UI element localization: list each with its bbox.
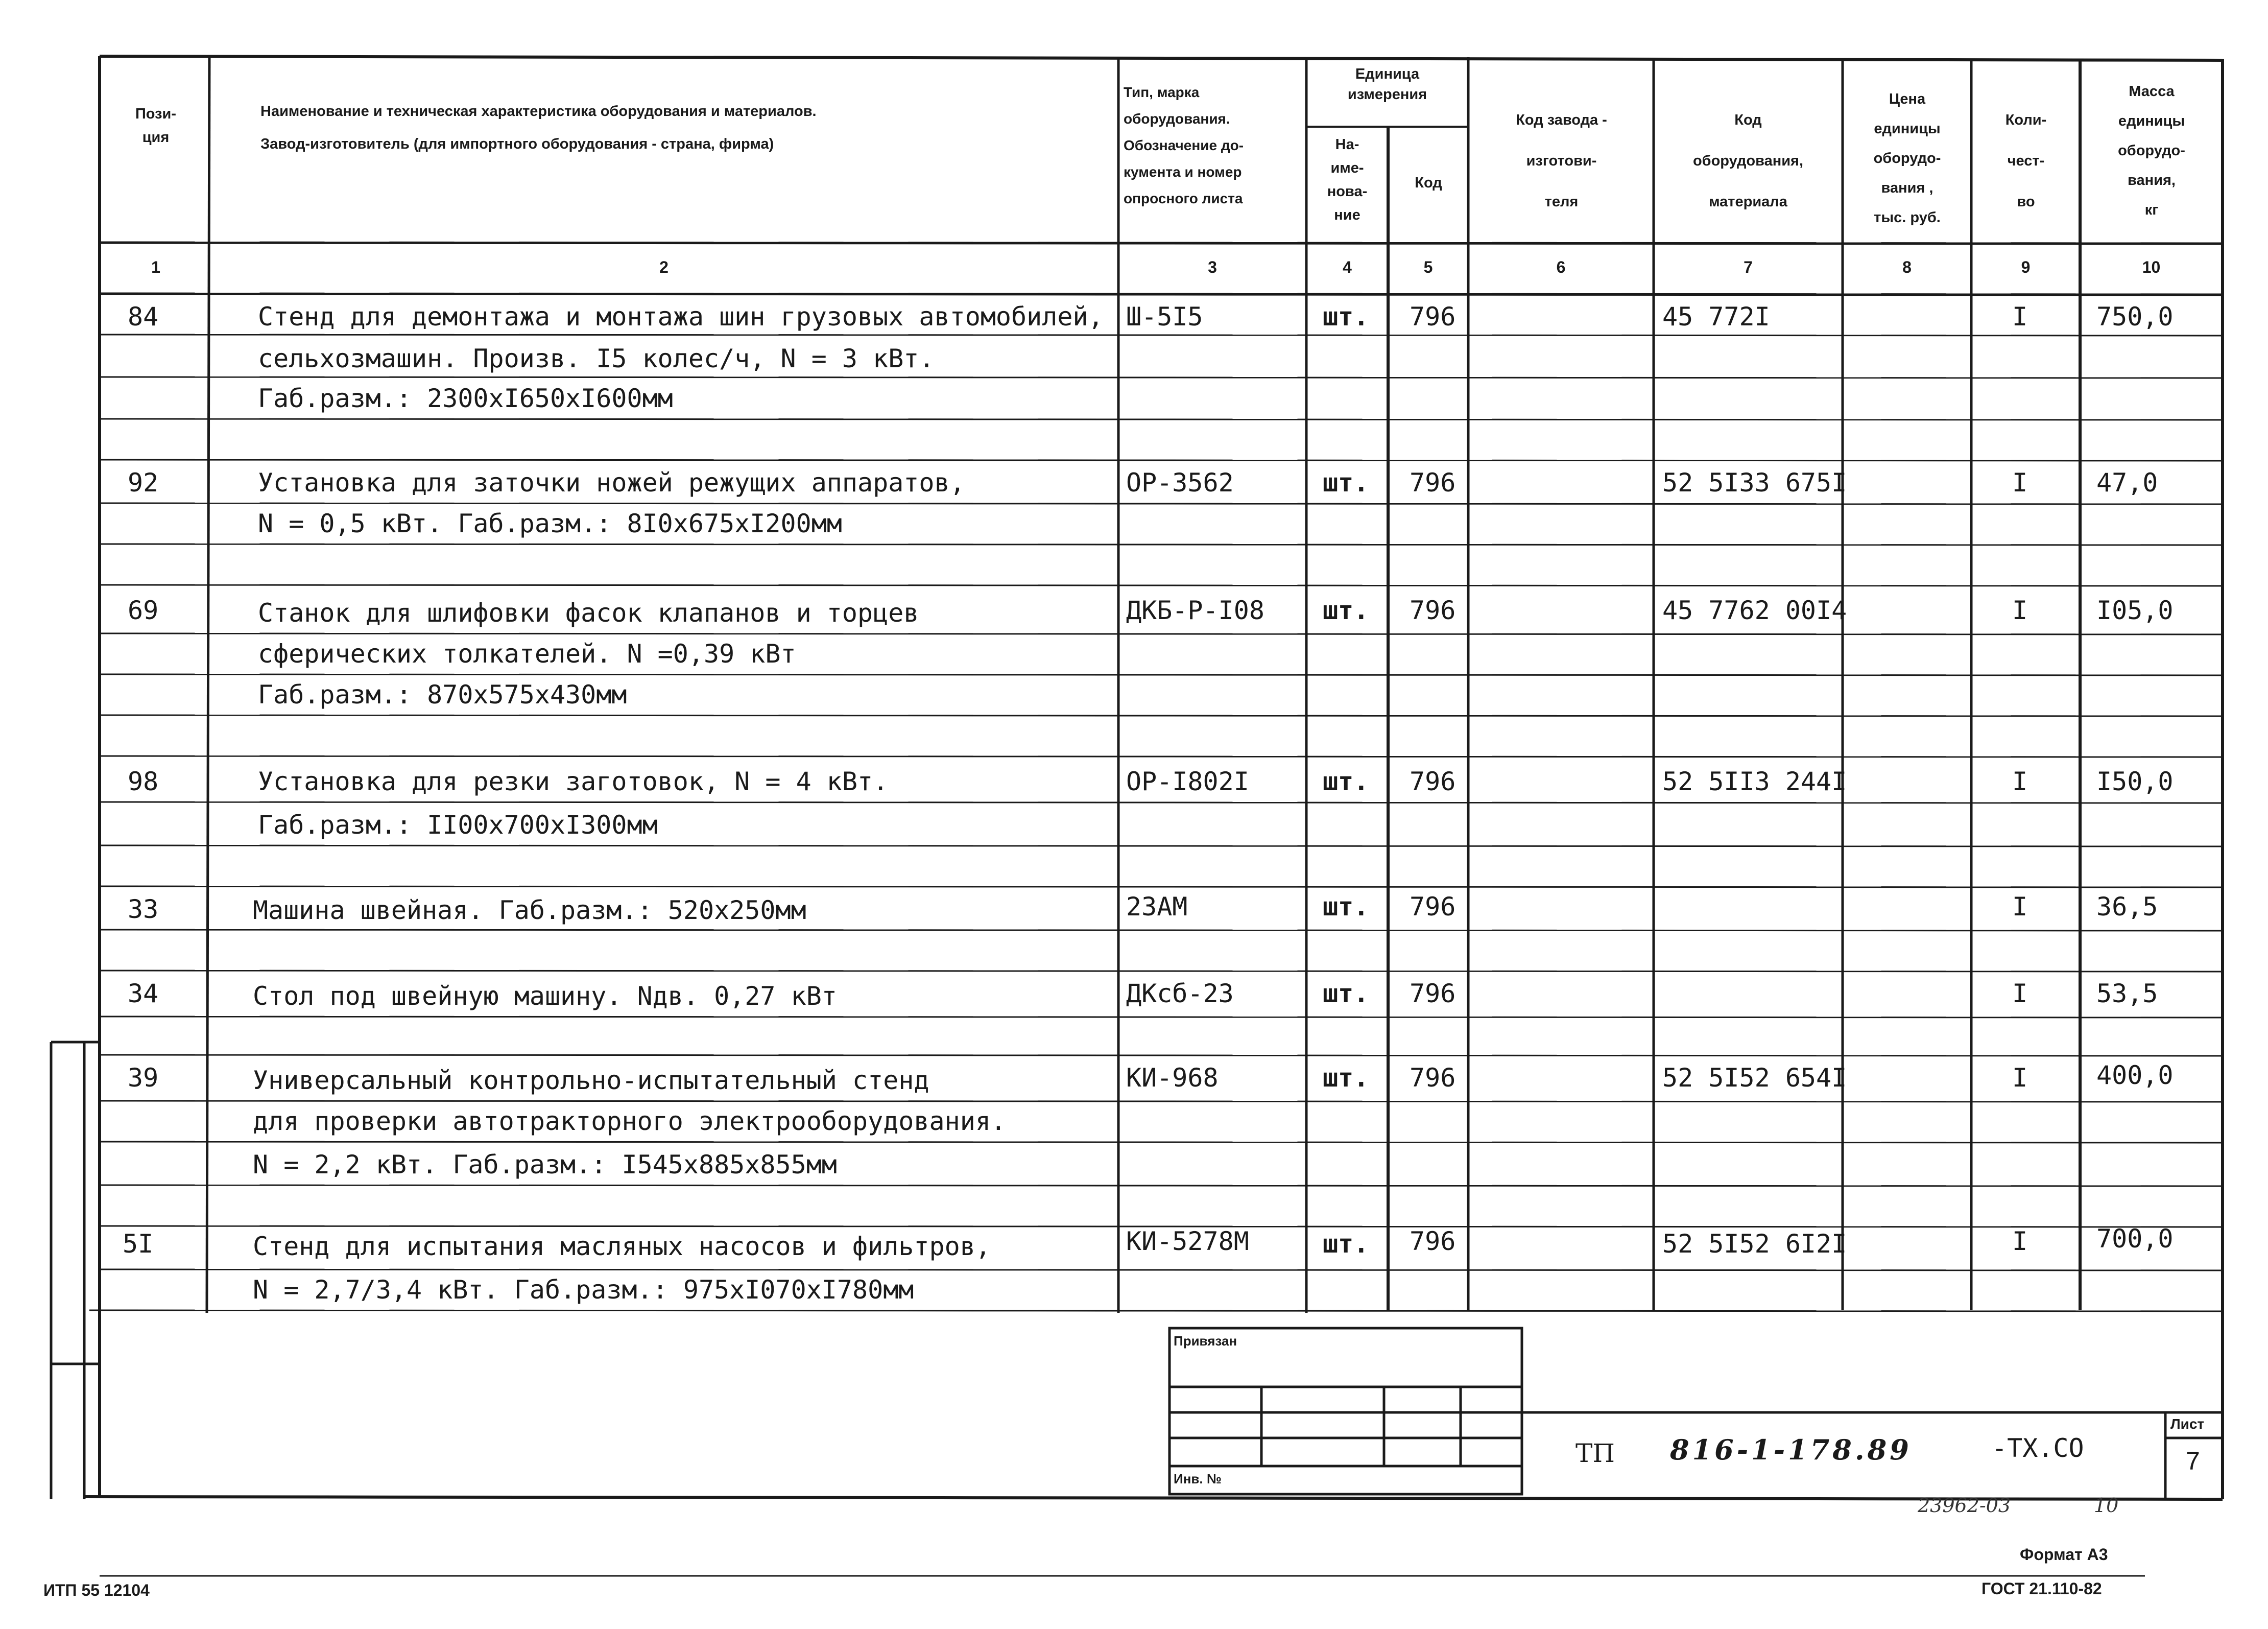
table-row-position: 69 — [128, 596, 159, 625]
table-row-unit: шт. — [1323, 892, 1369, 922]
table-row-type: КИ-5278М — [1126, 1226, 1249, 1256]
header-price: Цена единицы оборудо- вания , тыс. руб. — [1873, 91, 1941, 226]
header-divider — [100, 243, 2223, 244]
table-row-equip-code: 45 772I — [1662, 302, 1770, 332]
binding-strip — [51, 1042, 100, 1499]
table-row-name-line: Габ.разм.: 870х575х430мм — [258, 680, 627, 710]
stamp-handwritten-number-2: 10 — [2094, 1494, 2119, 1517]
table-row-position: 34 — [128, 979, 159, 1008]
footer-gost: ГОСТ 21.110-82 — [1981, 1579, 2102, 1598]
table-row-position: 98 — [128, 767, 159, 796]
col-number: 4 — [1343, 258, 1352, 276]
stamp-inv-label: Инв. № — [1174, 1471, 1222, 1486]
table-row-unit-code: 796 — [1410, 1063, 1456, 1093]
header-unit-name: На- име- нова- ние — [1327, 136, 1368, 223]
table-row-qty: I — [2012, 979, 2028, 1008]
header-unit: Единица измерения — [1347, 66, 1427, 103]
table-row-type: КИ-968 — [1126, 1063, 1219, 1093]
stamp-handwritten-number: 23962-03 — [1918, 1494, 2011, 1517]
table-row-unit-code: 796 — [1410, 979, 1456, 1008]
table-row-mass: 53,5 — [2096, 979, 2158, 1008]
col-number: 8 — [1902, 258, 1912, 276]
table-row-type: ОР-I802I — [1126, 767, 1249, 796]
table-row-unit: шт. — [1323, 302, 1369, 332]
table-row-mass: 36,5 — [2096, 892, 2158, 922]
table-row-qty: I — [2012, 892, 2028, 922]
stamp-tp: ТП — [1575, 1438, 1615, 1468]
table-row-type: ДКБ-Р-I08 — [1126, 596, 1264, 625]
table-row-position: 5I — [123, 1229, 154, 1259]
table-row-position: 33 — [128, 894, 159, 924]
footer-format: Формат А3 — [2020, 1545, 2108, 1564]
table-row-name-line: N = 2,2 кВт. Габ.разм.: I545х885х855мм — [253, 1150, 837, 1179]
table-row-unit-code: 796 — [1410, 468, 1456, 498]
table-row-equip-code: 52 5I52 6I2I — [1662, 1229, 1847, 1259]
table-row-name-line: Стенд для демонтажа и монтажа шин грузовых автомобилей, — [258, 302, 1104, 332]
table-row-qty: I — [2012, 596, 2028, 625]
stamp-sheet-number: 7 — [2186, 1447, 2200, 1475]
table-row-unit-code: 796 — [1410, 1226, 1456, 1256]
table-row-equip-code: 52 5I52 654I — [1662, 1063, 1847, 1093]
table-row-qty: I — [2012, 767, 2028, 796]
col-sep-1 — [207, 56, 209, 1313]
table-row-name-line: сельхозмашин. Произв. I5 колес/ч, N = 3 кВт. — [258, 344, 935, 373]
table-row-equip-code: 52 5I33 675I — [1662, 468, 1847, 498]
table-row-name-line: сферических толкателей. N =0,39 кВт — [258, 639, 796, 669]
table-row-position: 39 — [128, 1063, 159, 1093]
table-row-unit: шт. — [1323, 1229, 1369, 1259]
table-row-name-line: Установка для заточки ножей режущих аппаратов, — [258, 468, 965, 498]
stamp-privyazan-label: Привязан — [1174, 1333, 1237, 1349]
table-row-type: Ш-5I5 — [1126, 302, 1203, 332]
table-row-qty: I — [2012, 302, 2028, 332]
stamp-block — [1169, 1328, 2223, 1499]
col-number: 6 — [1556, 258, 1566, 276]
footer-itp: ИТП 55 12104 — [43, 1581, 150, 1599]
table-row-mass: 700,0 — [2096, 1224, 2174, 1254]
col-number: 3 — [1208, 258, 1217, 276]
table-row-mass: I05,0 — [2096, 596, 2174, 625]
header-factory-code: Код завода - изготови- теля — [1516, 112, 1607, 210]
table-row-type: 23АМ — [1126, 892, 1188, 922]
table-row-qty: I — [2012, 1063, 2028, 1093]
header-qty: Коли- чест- во — [2005, 112, 2047, 210]
header-mass: Масса единицы оборудо- вания, кг — [2118, 83, 2185, 218]
table-row-equip-code: 52 5II3 244I — [1662, 767, 1847, 796]
table-row-name-line: N = 2,7/3,4 кВт. Габ.разм.: 975хI070хI780мм — [253, 1275, 914, 1305]
col-number: 1 — [151, 258, 160, 276]
frame-bottom — [84, 1497, 2223, 1499]
numbering-divider — [100, 294, 2223, 295]
table-row-mass: 47,0 — [2096, 468, 2158, 498]
table-row-name-line: Стол под швейную машину. Nдв. 0,27 кВт — [253, 981, 837, 1011]
table-row-name-line: для проверки автотракторного электрооборудования. — [253, 1106, 1007, 1136]
table-row-name-line: Стенд для испытания масляных насосов и фильтров, — [253, 1232, 991, 1261]
table-row-unit: шт. — [1323, 767, 1369, 796]
table-row-unit-code: 796 — [1410, 767, 1456, 796]
table-row-qty: I — [2012, 468, 2028, 498]
header-type: Тип, марка оборудования. Обозначение до- кумента и номер опросного листа — [1124, 84, 1244, 206]
stamp-doc-number: 816-1-178.89 — [1670, 1433, 1912, 1466]
table-row-equip-code: 45 7762 00I4 — [1662, 596, 1847, 625]
table-row-mass: I50,0 — [2096, 767, 2174, 796]
table-row-unit-code: 796 — [1410, 596, 1456, 625]
table-row-unit: шт. — [1323, 468, 1369, 498]
header-unit-code: Код — [1415, 175, 1442, 191]
table-row-position: 84 — [128, 302, 159, 332]
header-name: Наименование и техническая характеристика оборудования и материалов. Завод-изготовитель (для импортного оборудования - страна, фирма) — [260, 103, 817, 152]
table-row-unit: шт. — [1323, 596, 1369, 625]
table-row-unit-code: 796 — [1410, 302, 1456, 332]
table-row-mass: 400,0 — [2096, 1060, 2174, 1090]
col-number: 10 — [2142, 258, 2161, 276]
table-row-qty: I — [2012, 1226, 2028, 1256]
table-row-mass: 750,0 — [2096, 302, 2174, 332]
col-number: 7 — [1744, 258, 1753, 276]
col-number: 9 — [2021, 258, 2031, 276]
stamp-doc-suffix: -ТХ.СО — [1992, 1433, 2084, 1463]
header-position: Пози- ция — [135, 106, 177, 146]
table-row-unit-code: 796 — [1410, 892, 1456, 922]
table-row-name-line: N = 0,5 кВт. Габ.разм.: 8I0х675хI200мм — [258, 509, 842, 538]
table-row-name-line: Универсальный контрольно-испытательный стенд — [253, 1066, 929, 1095]
col-number: 2 — [659, 258, 669, 276]
table-row-name-line: Установка для резки заготовок, N = 4 кВт. — [258, 767, 889, 796]
header-equip-code: Код оборудования, материала — [1692, 112, 1804, 210]
table-row-type: ОР-3562 — [1126, 468, 1234, 498]
col-number: 5 — [1423, 258, 1433, 276]
table-row-type: ДКсб-23 — [1126, 979, 1234, 1008]
table-row-name-line: Габ.разм.: 2300хI650хI600мм — [258, 384, 673, 413]
table-row-name-line: Габ.разм.: II00х700хI300мм — [258, 810, 658, 840]
frame-top — [100, 56, 2224, 60]
table-row-name-line: Машина швейная. Габ.разм.: 520х250мм — [253, 895, 806, 925]
table-row-unit: шт. — [1323, 979, 1369, 1008]
table-row-name-line: Станок для шлифовки фасок клапанов и торцев — [258, 598, 919, 628]
table-row-position: 92 — [128, 468, 159, 498]
table-row-unit: шт. — [1323, 1063, 1369, 1093]
stamp-sheet-label: Лист — [2170, 1416, 2205, 1432]
